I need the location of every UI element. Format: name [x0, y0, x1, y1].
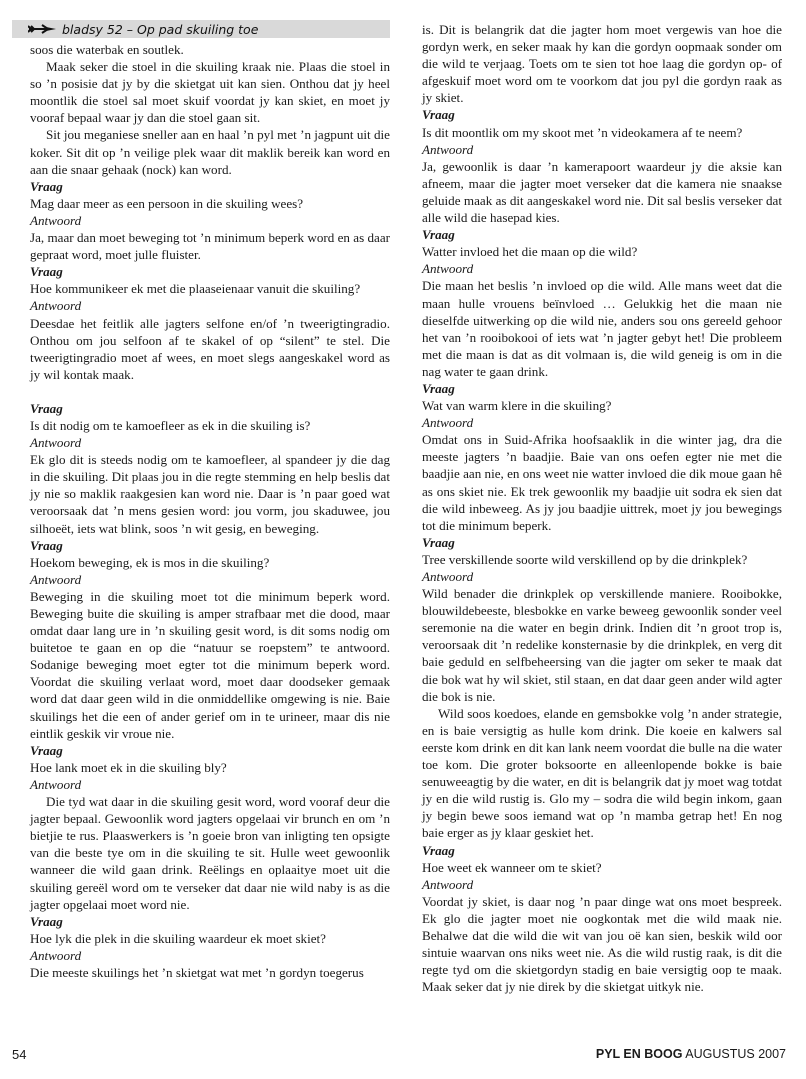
question-label: Vraag	[30, 400, 63, 416]
issue-date: AUGUSTUS 2007	[685, 1047, 786, 1061]
answer-label: Antwoord	[422, 141, 474, 157]
question-label: Vraag	[30, 178, 63, 194]
paragraph: Die tyd wat daar in die skuiling gesit word, word vooraf deur die jagter bepaal. Gewoonlik word jagters opgelaai vir brunch en om ’n bietjie te rus. Plaaswerkers is ’n goeie bron van inligting ten opsigte van die beste tye om in die skuiling te sit. Hulle weet gewoonlik wanneer die wild gaan drink. Reëlings en oplaaitye moet uit die skuiling gereël word om te verseker dat daar nie wild naby is as die jagter opgelaai moet word nie.	[30, 794, 390, 912]
question-label: Vraag	[30, 537, 63, 553]
paragraph: Is dit moontlik om my skoot met ’n videokamera af te neem?	[422, 124, 743, 140]
question-label: Vraag	[30, 742, 63, 758]
question-label: Vraag	[30, 264, 63, 280]
paragraph: Ek glo dit is steeds nodig om te kamoefleer, al spandeer jy die dag in die skuiling. Dit plaas jou in die regte stemming en help beslis dat jy nie so maklik raakgesien kan word nie. Daar is ’n paar goed wat veroorsaak dat ’n mens gesien word: jou vorm, jou skaduwee, jou silhoeët, iets wat blink, soos ’n wit gesig, en beweging.	[30, 452, 390, 536]
question-label: Vraag	[422, 380, 455, 396]
paragraph: Wild soos koedoes, elande en gemsbokke volg ’n ander strategie, en is baie versigtig as hulle kom drink. Die koeie en kalwers sal eerste kom drink en dit kan lank neem voordat die bulle na die water toe kom. Die groter boksoorte en alleenlopende bokke is baie senuweeagtig by die water, en dit is belangrik dat jy moet wag totdat jy en die wild rustig is. Glo my – sodra die wild begin inkom, gaan jy begin bewe soos iemand wat op ’n mamba getrap het! En nog baie erger as jy klaar geskiet het.	[422, 705, 782, 841]
paragraph: is. Dit is belangrik dat die jagter hom moet vergewis van hoe die gordyn werk, en seker maak hy kan die gordyn oopmaak sonder om die wild te verjaag. Toets om te sien tot hoe laag die gordyn op- of afgeskuif moet word om te voorkom dat jou pyl die gordyn raak as jy skiet.	[422, 22, 782, 106]
paragraph: Hoe lank moet ek in die skuiling bly?	[30, 759, 227, 775]
paragraph: Omdat ons in Suid-Afrika hoofsaaklik in die winter jag, dra die meeste jagters ’n baadjie. Baie van ons oefen egter nie met die baadjie aan nie, en ons weet nie watter invloed die dik moue gaan hê as ons skiet nie. Ek trek gewoonlik my baadjie uit sodra ek sien dat die wild inbeweeg. As jy jou baadjie uittrek, moet jy jou bewegings tot die minimum beperk.	[422, 432, 782, 533]
question-label: Vraag	[422, 534, 455, 550]
answer-label: Antwoord	[422, 261, 474, 277]
paragraph: Mag daar meer as een persoon in die skuiling wees?	[30, 195, 304, 211]
answer-label: Antwoord	[30, 435, 82, 451]
question-label: Vraag	[30, 913, 63, 929]
paragraph: Maak seker die stoel in die skuiling kraak nie. Plaas die stoel in so ’n posisie dat jy by die skietgat uit kan sien. Onthou dat jy heel moontlik die stoel sal moet skuif voordat jy kan skiet, en moet jy vooraf bepaal waar jy dan die stoel gaan sit.	[30, 59, 390, 126]
paragraph: Tree verskillende soorte wild verskillend op by die drinkplek?	[422, 551, 748, 567]
answer-label: Antwoord	[30, 947, 82, 963]
page-number: 54	[12, 1047, 27, 1062]
paragraph: Voordat jy skiet, is daar nog ’n paar dinge wat ons moet bespreek. Ek glo die jagter moet nie oogkontak met die wild maak nie. Behalwe dat die wild die wit van jou oë kan sien, beskik wild oor sintuie waarvan ons niks weet nie. As die wild rustig raak, is dit die regte tyd om die skietgordyn stadig en baie versigtig oop te maak. Maak seker dat jy nie direk by die skietgat uitkyk nie.	[422, 893, 782, 995]
question-label: Vraag	[422, 107, 455, 123]
spacer	[30, 383, 390, 400]
paragraph: Wild benader die drinkplek op verskillende maniere. Rooibokke, blouwildebeeste, blesbokke en varke beweeg gewoonlik sonder veel seremonie na die water en begin drink. Indien dit ’n groot trop is, veroorsaak dit ’n redelike konsternasie by die drinkplek, en verg dit baie geduld en selfbeheersing van die jagter om seker te maak dat die bok wat hy wil skiet, stil staan, en dat daar geen ander wild agter die bok is nie.	[422, 586, 782, 704]
paragraph: Ja, gewoonlik is daar ’n kamerapoort waardeur jy die aksie kan afneem, maar die jagter moet verseker dat die kamera nie snaakse geluide maak as dit aangeskakel word nie. Dit sal beslis verseker dat alle wild die hasepad kies.	[422, 158, 782, 226]
magazine-name: PYL EN BOOG	[595, 1047, 683, 1061]
right-column	[422, 21, 782, 995]
arrow-icon	[28, 23, 58, 35]
question-label: Vraag	[422, 842, 455, 858]
left-column	[30, 41, 390, 981]
footer-publication	[596, 1047, 786, 1061]
paragraph: Die meeste skuilings het ’n skietgat wat met ’n gordyn toegerus	[30, 964, 364, 980]
answer-label: Antwoord	[422, 876, 474, 892]
paragraph: Beweging in die skuiling moet tot die minimum beperk word. Beweging buite die skuiling is amper strafbaar met die dood, maar omdat daar lang ure in ’n skuiling gesit word, is dit soms nodig om buitetoe te gaan en op die “natuur se roepstem” te antwoord. Sodanige beweging moet egter tot die minimum beperk word. Voordat die skuiling verlaat word, moet daar doodseker gemaak word dat daar geen wild in die onmiddellike omgewing is nie. Baie skuilings het die een of ander gerief om in te urineer, maar dis nie eintlik geskik vir vroue nie.	[30, 588, 390, 741]
answer-label: Antwoord	[30, 298, 82, 314]
paragraph: Hoe lyk die plek in die skuiling waardeur ek moet skiet?	[30, 930, 326, 946]
paragraph: Deesdae het feitlik alle jagters selfone en/of ’n tweerigtingradio. Onthou om jou selfoon af te skakel of op “silent” te stel. Die tweerigtingradio moet af wees, en moet slegs aangeskakel word as jy wil kontak maak.	[30, 315, 390, 382]
answer-label: Antwoord	[422, 569, 474, 584]
paragraph: Sit jou meganiese sneller aan en haal ’n pyl met ’n jagpunt uit die koker. Sit dit op ’n veilige plek waar dit maklik bereik kan word en aan die snaar gehaak (nock) kan word.	[30, 127, 390, 177]
paragraph: Hoekom beweging, ek is mos in die skuiling?	[30, 554, 270, 570]
answer-label: Antwoord	[30, 776, 82, 792]
answer-label: Antwoord	[30, 212, 82, 228]
paragraph: Die maan het beslis ’n invloed op die wild. Alle mans weet dat die maan hulle vrouens beïnvloed … Gelukkig het die maan nie dieselfde uitwerking op die wild nie, anders sou ons gereeld gehoor het van ’n rooibokooi of iets wat ’n jagter gebyt het! Die probleem met die maan is dat as dit volmaan is, die wild geneig is om in die nag water te gaan drink.	[422, 278, 782, 379]
paragraph: Watter invloed het die maan op die wild?	[422, 244, 638, 260]
paragraph: Is dit nodig om te kamoefleer as ek in die skuiling is?	[30, 417, 311, 433]
paragraph: Hoe weet ek wanneer om te skiet?	[422, 859, 602, 875]
question-label: Vraag	[422, 227, 455, 243]
running-header	[12, 20, 390, 38]
paragraph: soos die waterbak en soutlek.	[30, 42, 184, 57]
running-header-title: bladsy 52 – Op pad skuiling toe	[62, 21, 259, 37]
paragraph: Ja, maar dan moet beweging tot ’n minimum beperk word en as daar gepraat word, moet julle fluister.	[30, 230, 390, 263]
answer-label: Antwoord	[30, 571, 82, 587]
paragraph: Wat van warm klere in die skuiling?	[422, 398, 612, 414]
paragraph: Hoe kommunikeer ek met die plaaseienaar vanuit die skuiling?	[30, 281, 361, 297]
answer-label: Antwoord	[422, 415, 474, 431]
